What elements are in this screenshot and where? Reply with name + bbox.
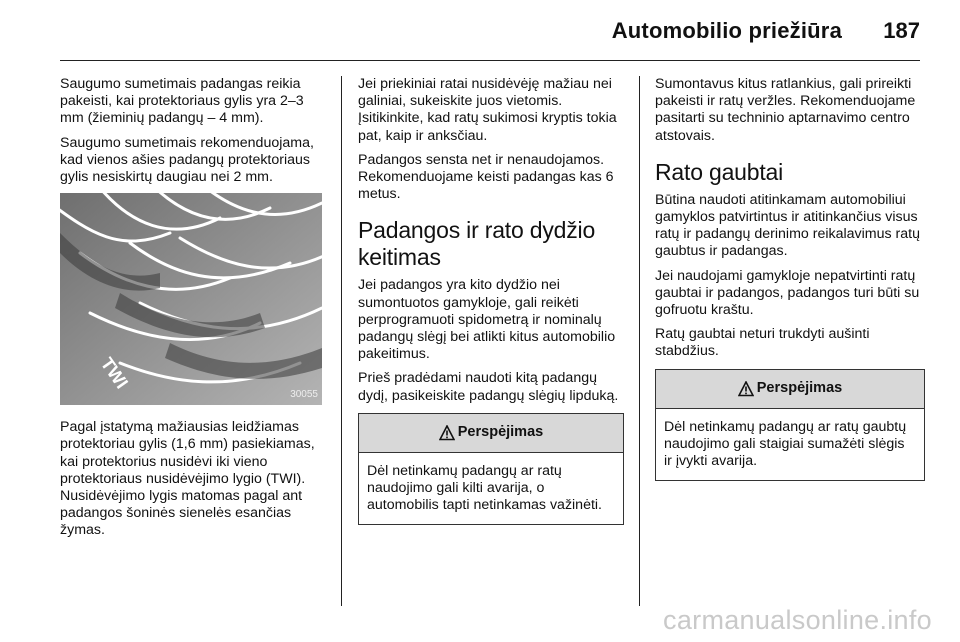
warning-triangle-icon <box>738 381 754 397</box>
warning-header <box>656 370 924 409</box>
heading-tire-size-change: Padangos ir rato dydžio keitimas <box>358 217 596 271</box>
column-left <box>60 76 328 547</box>
watermark: carmanualsonline.info <box>663 605 932 635</box>
column-divider-2 <box>639 76 640 606</box>
paragraph-pressure-label: Prieš pradėdami naudoti kitą padangų dydį, pasikeiskite padangų slėgių lipduką. <box>358 370 619 404</box>
paragraph-approved-covers: Būtina naudoti atitinkamam automobiliui gamyklos patvirtintus ir atitinkančius visus ratų ir padangų derinimo reikalavimus ratų gaubtus ir padangas. <box>655 191 920 260</box>
tire-tread-drawing <box>60 193 322 405</box>
warning-title: Perspėjimas <box>457 424 544 441</box>
heading-wheel-covers: Rato gaubtai <box>655 158 784 185</box>
paragraph-speedometer: Jei padangos yra kito dydžio nei sumontuotos gamykloje, gali reikėti perprogramuoti spidometrą ir nominalų padangų slėgį bei atlikti kitus automobilio pakeitimus. <box>358 277 616 363</box>
header-divider <box>60 60 920 61</box>
paragraph-rotation: Jei priekiniai ratai nusidėvėję mažiau nei galiniai, sukeiskite juos vietomis. Įsitikinkite, kad ratų sukimosi kryptis tokia pat, kaip ir anksčiau. <box>358 76 617 144</box>
warning-text: Dėl netinkamų padangų ar ratų naudojimo gali kilti avarija, o automobilis tapti netinkamas važinėti. <box>367 462 603 514</box>
column-right <box>655 76 925 481</box>
paragraph-aging: Padangos sensta net ir nenaudojamos. Rekomenduojame keisti padangas kas 6 metus. <box>358 151 614 203</box>
warning-box-tires <box>358 413 624 526</box>
figure-number: 30055 <box>290 389 318 401</box>
paragraph-wheel-nuts: Sumontavus kitus ratlankius, gali prireikti pakeisti ir ratų veržles. Rekomenduojame pasitarti su techninio aptarnavimo centro atstovais. <box>655 76 916 144</box>
warning-title: Perspėjimas <box>756 380 843 397</box>
warning-triangle-icon <box>439 425 455 441</box>
column-divider-1 <box>341 76 342 606</box>
column-middle <box>358 76 624 525</box>
figure-tread-label: TWI <box>96 354 133 393</box>
warning-header <box>359 414 623 453</box>
paragraph-twi: Pagal įstatymą mažiausias leidžiamas protektoriau gylis (1,6 mm) pasiekiamas, kai protektorius nusidėvi iki vieno protektoriaus nusidėvėjimo lygio (TWI). Nusidėvėjimo lygis matomas pagal ant padangos šoninės sienelės esančias žymas. <box>60 419 315 539</box>
warning-box-covers <box>655 369 925 482</box>
paragraph-brake-cooling: Ratų gaubtai neturi trukdyti aušinti stabdžius. <box>655 326 870 360</box>
paragraph-axle-difference: Saugumo sumetimais rekomenduojama, kad vienos ašies padangų protektoriaus gylis nesiskirtų daugiau nei 2 mm. <box>60 134 314 186</box>
tire-tread-illustration <box>60 193 322 405</box>
warning-text: Dėl netinkamų padangų ar ratų gaubtų naudojimo gali staigiai sumažėti slėgis ir įvykti avarija. <box>664 418 907 470</box>
page-number: 187 <box>883 18 920 43</box>
paragraph-tread-depth: Saugumo sumetimais padangas reikia pakeisti, kai protektoriaus gylis yra 2–3 mm (žieminių padangų – 4 mm). <box>60 76 304 127</box>
paragraph-rim-protection: Jei naudojami gamykloje nepatvirtinti ratų gaubtai ir padangos, padangos turi būti su gofruotu kraštu. <box>655 267 920 319</box>
page-header-title: Automobilio priežiūra <box>611 18 842 43</box>
